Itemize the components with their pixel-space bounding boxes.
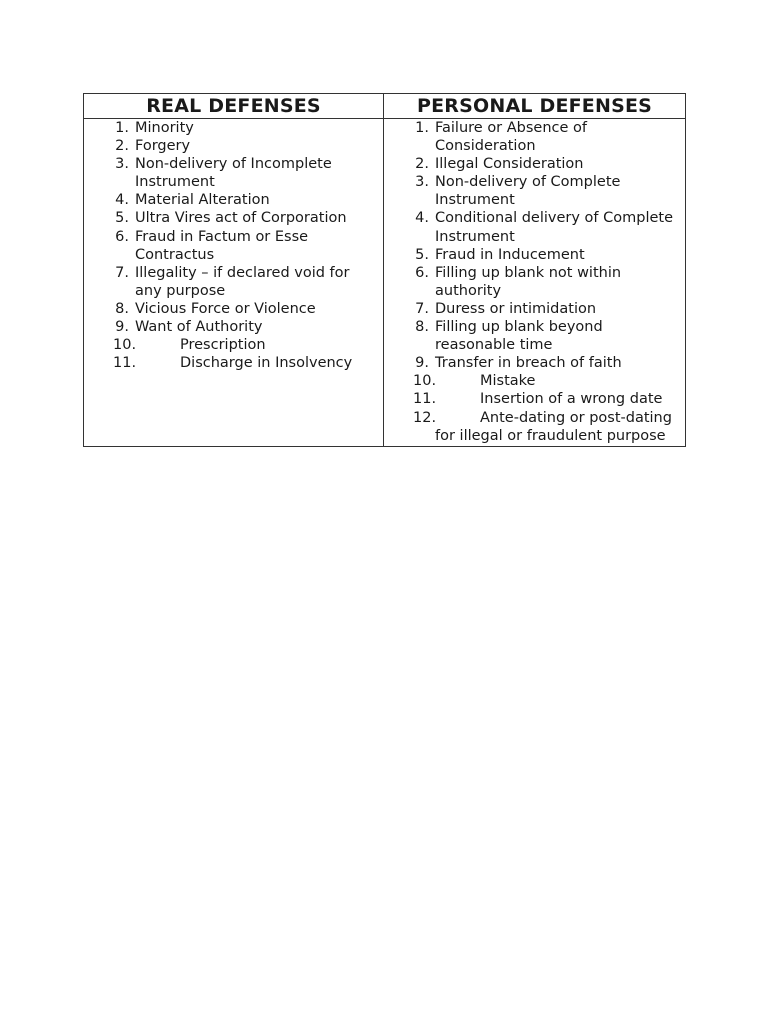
item-text: Ultra Vires act of Corporation xyxy=(135,210,347,227)
item-text: Fraud in Factum or Esse Contractus xyxy=(135,228,309,263)
item-number: 9. xyxy=(115,319,129,336)
list-item xyxy=(84,155,383,191)
item-text: Forgery xyxy=(135,138,191,155)
list-item xyxy=(384,264,685,300)
item-text: Ante-dating or post-dating for illegal or fraudulent purpose xyxy=(435,409,672,444)
item-number: 10. xyxy=(113,337,137,354)
list-item xyxy=(84,209,383,227)
list-item xyxy=(84,119,383,137)
item-number: 11. xyxy=(413,391,437,408)
item-text: Conditional delivery of Complete Instrument xyxy=(435,210,674,245)
item-text: Non-delivery of Incomplete Instrument xyxy=(135,156,332,191)
real-defenses-list xyxy=(84,119,383,372)
list-item xyxy=(384,409,685,445)
item-text: Insertion of a wrong date xyxy=(480,391,663,408)
list-item xyxy=(84,191,383,209)
item-number: 12. xyxy=(413,409,437,426)
personal-defenses-cell xyxy=(384,119,686,447)
list-item xyxy=(384,390,685,408)
list-item xyxy=(384,300,685,318)
item-text: Minority xyxy=(135,120,194,136)
list-item xyxy=(384,155,685,173)
item-number: 7. xyxy=(415,300,429,317)
item-text: Fraud in Inducement xyxy=(435,246,585,263)
item-number: 1. xyxy=(415,120,429,136)
item-number: 5. xyxy=(415,246,429,263)
real-defenses-header: REAL DEFENSES xyxy=(84,94,384,119)
list-item xyxy=(84,336,383,354)
item-number: 5. xyxy=(115,210,129,227)
item-text: Mistake xyxy=(480,373,536,390)
list-item xyxy=(84,228,383,264)
item-text: Filling up blank not within authority xyxy=(435,264,622,299)
item-number: 3. xyxy=(115,156,129,173)
list-item xyxy=(384,354,685,372)
list-item xyxy=(384,209,685,245)
header-row xyxy=(84,94,686,119)
list-item xyxy=(84,137,383,155)
item-number: 6. xyxy=(115,228,129,245)
item-text: Prescription xyxy=(180,337,266,354)
item-number: 4. xyxy=(115,192,129,209)
item-number: 1. xyxy=(115,120,129,136)
content-row xyxy=(84,119,686,447)
list-item xyxy=(384,173,685,209)
item-number: 7. xyxy=(115,264,129,281)
item-text: Failure or Absence of Consideration xyxy=(435,120,588,155)
list-item xyxy=(84,300,383,318)
list-item xyxy=(84,264,383,300)
personal-defenses-header: PERSONAL DEFENSES xyxy=(384,94,686,119)
list-item xyxy=(84,318,383,336)
list-item xyxy=(384,246,685,264)
item-number: 2. xyxy=(115,138,129,155)
item-text: Want of Authority xyxy=(135,319,263,336)
item-number: 6. xyxy=(415,264,429,281)
item-text: Filling up blank beyond reasonable time xyxy=(435,319,603,354)
item-text: Illegal Consideration xyxy=(435,156,584,173)
item-text: Transfer in breach of faith xyxy=(435,355,622,372)
item-text: Non-delivery of Complete Instrument xyxy=(435,174,621,209)
item-text: Discharge in Insolvency xyxy=(180,355,353,372)
item-number: 11. xyxy=(113,355,137,372)
item-number: 2. xyxy=(415,156,429,173)
item-number: 8. xyxy=(415,319,429,336)
item-text: Material Alteration xyxy=(135,192,270,209)
defenses-table xyxy=(83,93,686,447)
item-text: Duress or intimidation xyxy=(435,300,597,317)
item-number: 9. xyxy=(415,355,429,372)
item-number: 4. xyxy=(415,210,429,227)
list-item xyxy=(384,318,685,354)
item-text: Illegality – if declared void for any purpose xyxy=(135,264,350,299)
item-text: Vicious Force or Violence xyxy=(135,300,316,317)
list-item xyxy=(384,372,685,390)
item-number: 10. xyxy=(413,373,437,390)
personal-defenses-list xyxy=(384,119,685,445)
real-defenses-cell xyxy=(84,119,384,447)
item-number: 8. xyxy=(115,300,129,317)
item-number: 3. xyxy=(415,174,429,191)
list-item xyxy=(84,354,383,372)
list-item xyxy=(384,119,685,155)
